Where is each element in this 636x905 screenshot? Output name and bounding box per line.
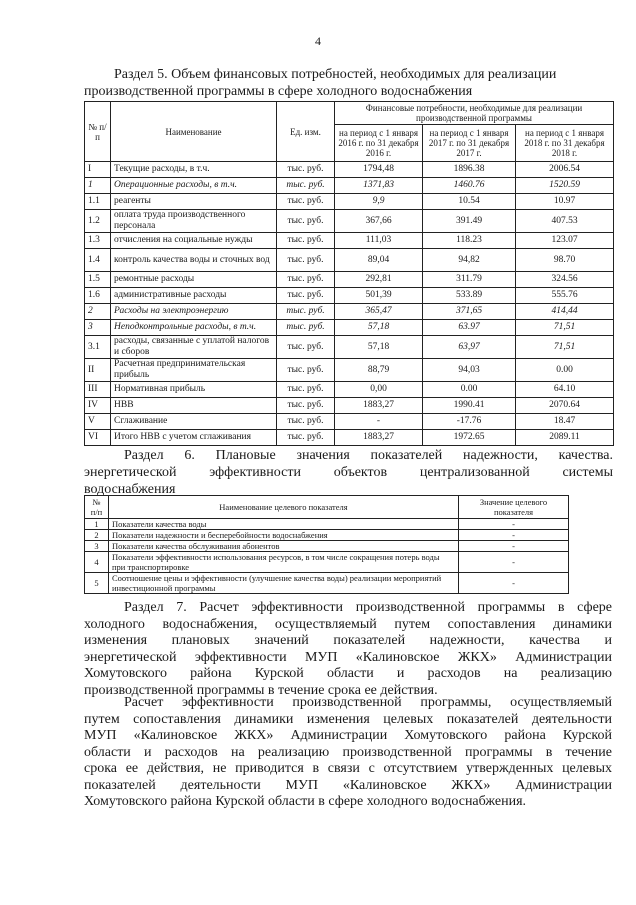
row-unit: тыс. руб. (277, 249, 335, 272)
row-name: Неподконтрольные расходы, в т.ч. (111, 320, 277, 336)
row-value-2017: 10.54 (423, 194, 516, 210)
header-value: Значение целевого показателя (459, 496, 569, 519)
row-name: оплата труда производственного персонала (111, 210, 277, 233)
row-value-2016: 1794,48 (335, 162, 423, 178)
row-value-2016: 57,18 (335, 320, 423, 336)
row-value-2017: 311.79 (423, 272, 516, 288)
section6-title-line: Раздел 6. Плановые значения показателей надежности, качества. (124, 448, 613, 463)
row-value-2016: 57,18 (335, 336, 423, 359)
table-row (85, 320, 614, 336)
row-unit: тыс. руб. (277, 359, 335, 382)
table-row (85, 178, 614, 194)
row-value-2017: 1990.41 (423, 398, 516, 414)
row-value: - (459, 541, 569, 552)
row-value-2017: 371,65 (423, 304, 516, 320)
section7-paragraph (84, 600, 612, 699)
row-value-2018: 414,44 (516, 304, 614, 320)
row-unit: тыс. руб. (277, 288, 335, 304)
row-name: контроль качества воды и сточных вод (111, 249, 277, 272)
row-value-2018: 2070.64 (516, 398, 614, 414)
row-value-2017: 391.49 (423, 210, 516, 233)
row-name: Операционные расходы, в т.ч. (111, 178, 277, 194)
row-value-2017: 533.89 (423, 288, 516, 304)
row-value: - (459, 552, 569, 573)
table-row (85, 304, 614, 320)
row-value-2018: 98.70 (516, 249, 614, 272)
section6-title-line: водоснабжения (84, 482, 176, 497)
section7-paragraph-2 (84, 695, 612, 811)
row-name: реагенты (111, 194, 277, 210)
row-value-2016: 501,39 (335, 288, 423, 304)
table-row (85, 359, 614, 382)
row-name: Нормативная прибыль (111, 382, 277, 398)
row-name: Сглаживание (111, 414, 277, 430)
row-num: 1.1 (85, 194, 111, 210)
row-value-2018: 1520.59 (516, 178, 614, 194)
row-num: 1.3 (85, 233, 111, 249)
paragraph-line: путем сопоставления динамики изменения целевых показателей деятельности (84, 711, 612, 727)
table-row (85, 382, 614, 398)
row-num: IV (85, 398, 111, 414)
row-value-2018: 10.97 (516, 194, 614, 210)
table-row (85, 430, 614, 446)
row-unit: тыс. руб. (277, 430, 335, 446)
table-row (85, 272, 614, 288)
paragraph-line: Хомутовского района Курской области и расходов на реализацию (84, 666, 612, 681)
paragraph-line: Раздел 7. Расчет эффективности производственной программы в сфере (124, 600, 612, 615)
header-period-2016: на период с 1 января 2016 г. по 31 декабря 2016 г. (335, 125, 423, 162)
row-value-2016: 9,9 (335, 194, 423, 210)
row-num: 3 (85, 320, 111, 336)
row-value: - (459, 530, 569, 541)
row-num: 3 (85, 541, 109, 552)
table-row (85, 519, 569, 530)
row-value-2016: 89,04 (335, 249, 423, 272)
row-unit: тыс. руб. (277, 398, 335, 414)
row-value-2018: 123.07 (516, 233, 614, 249)
row-value-2017: 0.00 (423, 382, 516, 398)
row-value-2018: 64.10 (516, 382, 614, 398)
row-value-2018: 18.47 (516, 414, 614, 430)
row-value-2018: 324.56 (516, 272, 614, 288)
row-name: Показатели качества обслуживания абонентов (109, 541, 459, 552)
row-value-2017: 94,82 (423, 249, 516, 272)
paragraph-line: Хомутовского района Курской области в сфере холодного водоснабжения. (84, 794, 527, 809)
row-value-2018: 71,51 (516, 320, 614, 336)
row-num: 1.4 (85, 249, 111, 272)
header-period-2017: на период с 1 января 2017 г. по 31 декабря 2017 г. (423, 125, 516, 162)
row-value-2018: 2006.54 (516, 162, 614, 178)
paragraph-line: области и расходов на реализацию производственной программы в течение (84, 744, 612, 760)
table-row (85, 541, 569, 552)
row-name: Текущие расходы, в т.ч. (111, 162, 277, 178)
row-value-2017: 118.23 (423, 233, 516, 249)
table-row (85, 210, 614, 233)
row-value-2017: -17.76 (423, 414, 516, 430)
header-num: № п/п (85, 496, 109, 519)
row-num: 1.2 (85, 210, 111, 233)
table-row (85, 398, 614, 414)
paragraph-line: Расчет эффективности производственной программы, осуществляемый (124, 695, 612, 710)
row-unit: тыс. руб. (277, 272, 335, 288)
row-value-2016: 111,03 (335, 233, 423, 249)
row-num: 1.6 (85, 288, 111, 304)
row-num: I (85, 162, 111, 178)
row-num: 1.5 (85, 272, 111, 288)
header-period-2018: на период с 1 января 2018 г. по 31 декабря 2018 г. (516, 125, 614, 162)
row-name: Показатели качества воды (109, 519, 459, 530)
row-num: 1 (85, 178, 111, 194)
row-value-2017: 63,97 (423, 336, 516, 359)
row-value: - (459, 573, 569, 594)
paragraph-line: срока ее действия, не приводится в связи с отсутствием утвержденных целевых (84, 761, 612, 776)
row-unit: тыс. руб. (277, 162, 335, 178)
table-row (85, 249, 614, 272)
row-name: Расчетная предпринимательская прибыль (111, 359, 277, 382)
row-num: 2 (85, 304, 111, 320)
row-value-2017: 94,03 (423, 359, 516, 382)
row-num: 3.1 (85, 336, 111, 359)
paragraph-line: МУП «Калиновское ЖКХ» Администрации Хомутовского района Курской (84, 728, 612, 743)
row-value-2017: 1972.65 (423, 430, 516, 446)
row-num: VI (85, 430, 111, 446)
row-name: расходы, связанные с уплатой налогов и сборов (111, 336, 277, 359)
section5-title-line: производственной программы в сфере холодного водоснабжения (84, 84, 473, 99)
row-unit: тыс. руб. (277, 320, 335, 336)
row-name: ремонтные расходы (111, 272, 277, 288)
row-value-2016: 1371,83 (335, 178, 423, 194)
table-row (85, 530, 569, 541)
row-name: Расходы на электроэнергию (111, 304, 277, 320)
table-row (85, 336, 614, 359)
table-row (85, 552, 569, 573)
row-name: административные расходы (111, 288, 277, 304)
paragraph-line: холодного водоснабжения, осуществляемый путем сопоставления динамики (84, 616, 612, 632)
row-num: 4 (85, 552, 109, 573)
table-row (85, 194, 614, 210)
row-name: Показатели эффективности использования ресурсов, в том числе сокращения потерь воды при транспортировке (109, 552, 459, 573)
header-name: Наименование целевого показателя (109, 496, 459, 519)
page-number: 4 (315, 34, 321, 48)
paragraph-line: изменения плановых значений показателей надежности, качества и (84, 633, 612, 648)
row-value-2018: 407.53 (516, 210, 614, 233)
row-num: V (85, 414, 111, 430)
row-num: 2 (85, 530, 109, 541)
row-value-2016: 367,66 (335, 210, 423, 233)
row-unit: тыс. руб. (277, 304, 335, 320)
row-unit: тыс. руб. (277, 382, 335, 398)
section6-title (84, 447, 613, 498)
paragraph-line: энергетической эффективности МУП «Калиновское ЖКХ» Администрации (84, 649, 612, 665)
row-unit: тыс. руб. (277, 194, 335, 210)
section6-title-line: энергетической эффективности объектов централизованной системы (84, 465, 613, 480)
row-value-2016: - (335, 414, 423, 430)
row-value-2016: 88,79 (335, 359, 423, 382)
row-unit: тыс. руб. (277, 233, 335, 249)
row-value-2016: 1883,27 (335, 430, 423, 446)
section5-title-line: Раздел 5. Объем финансовых потребностей, необходимых для реализации (114, 67, 557, 82)
target-indicators-table (84, 495, 569, 594)
row-value: - (459, 519, 569, 530)
row-value-2016: 292,81 (335, 272, 423, 288)
row-value-2016: 0,00 (335, 382, 423, 398)
row-value-2018: 0.00 (516, 359, 614, 382)
row-value-2018: 2089.11 (516, 430, 614, 446)
paragraph-line: производственной программы в течение срока ее действия. (84, 682, 438, 698)
table-row (85, 288, 614, 304)
row-value-2017: 1896.38 (423, 162, 516, 178)
row-value-2018: 71,51 (516, 336, 614, 359)
row-unit: тыс. руб. (277, 414, 335, 430)
header-group: Финансовые потребности, необходимые для реализации производственной программы (335, 102, 614, 125)
row-name: НВВ (111, 398, 277, 414)
header-name: Наименование (111, 102, 277, 162)
financial-needs-table (84, 101, 614, 446)
row-value-2016: 365,47 (335, 304, 423, 320)
row-name: Соотношение цены и эффективности (улучшение качества воды) реализации мероприятий инвестиционной программы (109, 573, 459, 594)
row-name: Показатели надежности и бесперебойности водоснабжения (109, 530, 459, 541)
row-name: отчисления на социальные нужды (111, 233, 277, 249)
table-row (85, 233, 614, 249)
row-num: 1 (85, 519, 109, 530)
row-num: 5 (85, 573, 109, 594)
row-num: II (85, 359, 111, 382)
row-unit: тыс. руб. (277, 210, 335, 233)
table-row (85, 573, 569, 594)
row-unit: тыс. руб. (277, 336, 335, 359)
section5-title (84, 66, 584, 100)
header-num: № п/п (85, 102, 111, 162)
row-unit: тыс. руб. (277, 178, 335, 194)
row-num: III (85, 382, 111, 398)
row-name: Итого НВВ с учетом сглаживания (111, 430, 277, 446)
row-value-2017: 1460.76 (423, 178, 516, 194)
row-value-2017: 63.97 (423, 320, 516, 336)
row-value-2016: 1883,27 (335, 398, 423, 414)
row-value-2018: 555.76 (516, 288, 614, 304)
header-unit: Ед. изм. (277, 102, 335, 162)
table-row (85, 162, 614, 178)
table-row (85, 414, 614, 430)
paragraph-line: показателей деятельности МУП «Калиновское ЖКХ» Администрации (84, 777, 612, 793)
